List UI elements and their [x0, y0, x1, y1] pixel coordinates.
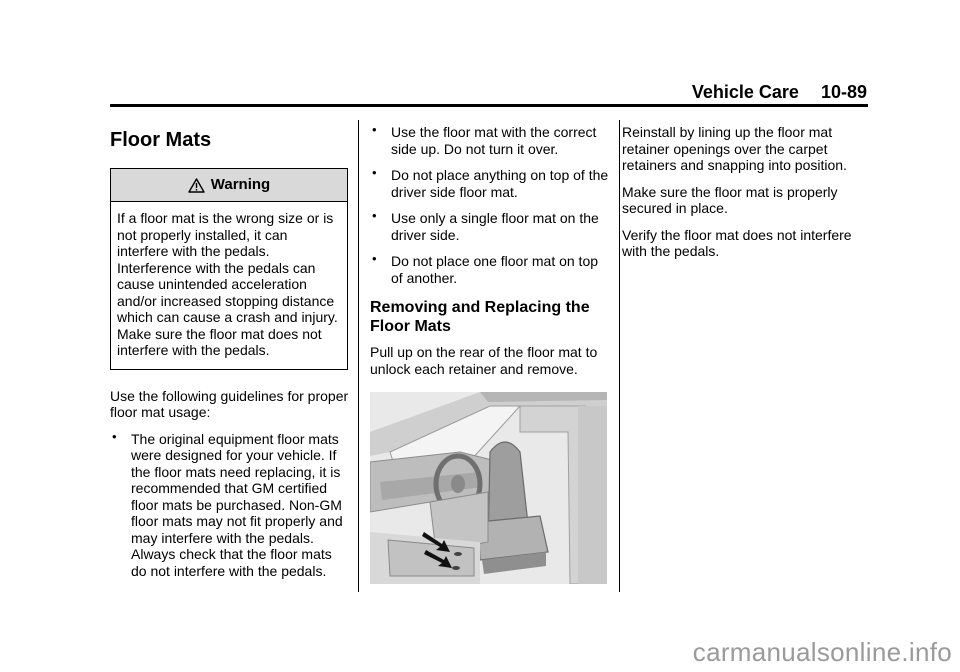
- list-item: • Use the floor mat with the correct side up. Do not turn it over.: [370, 124, 610, 157]
- car-interior-illustration: [370, 392, 607, 584]
- reinstall-paragraph: Reinstall by lining up the floor mat retainer openings over the carpet retainers and snapping into position.: [622, 124, 847, 173]
- page-number: 10-89: [820, 82, 867, 102]
- secure-paragraph: Make sure the floor mat is properly secured in place.: [622, 183, 838, 216]
- list-item: • Do not place one floor mat on top of another.: [370, 253, 610, 286]
- warning-icon: [188, 178, 205, 193]
- header-rule: [110, 104, 868, 107]
- list-item: • Use only a single floor mat on the driver side.: [370, 210, 610, 243]
- warning-header: [111, 169, 347, 202]
- page-header: [692, 82, 867, 103]
- section-title: Vehicle Care: [691, 82, 799, 102]
- verify-paragraph: Verify the floor mat does not interfere with the pedals.: [622, 226, 852, 259]
- warning-box: [110, 168, 348, 370]
- list-item: • The original equipment floor mats were designed for your vehicle. If the floor mats need replacing, it is recommended that GM certified floor mats be purchased. Non-GM floor mats may not fit properly and may interfere with the pedals. Always check that the floor mats do not interfere with the pedals.: [110, 431, 350, 580]
- page-title: Floor Mats: [110, 129, 212, 151]
- warning-label: Warning: [210, 175, 271, 193]
- right-column: [622, 124, 862, 270]
- section-subtitle: Removing and Replacing the Floor Mats: [370, 299, 590, 335]
- column-divider: [619, 120, 620, 592]
- guidelines-list-continued: [370, 124, 610, 286]
- column-divider: [358, 120, 359, 592]
- watermark: carmanualsonline.info: [692, 637, 952, 667]
- middle-column: [370, 124, 610, 387]
- guidelines-list-start: [110, 431, 350, 580]
- left-column: [110, 128, 350, 589]
- list-item: • Do not place anything on top of the driver side floor mat.: [370, 167, 610, 200]
- intro-paragraph: Use the following guidelines for proper floor mat usage:: [110, 387, 349, 420]
- car-interior-icon: [370, 392, 607, 584]
- removal-paragraph: Pull up on the rear of the floor mat to unlock each retainer and remove.: [370, 344, 598, 377]
- warning-text: If a floor mat is the wrong size or is not properly installed, it can interfere with the pedals. Interference with the pedals can cause unintended acceleration and/or increased stopping distance which can cause a crash and injury. Make sure the floor mat does not interfere with the pedals.: [117, 210, 338, 358]
